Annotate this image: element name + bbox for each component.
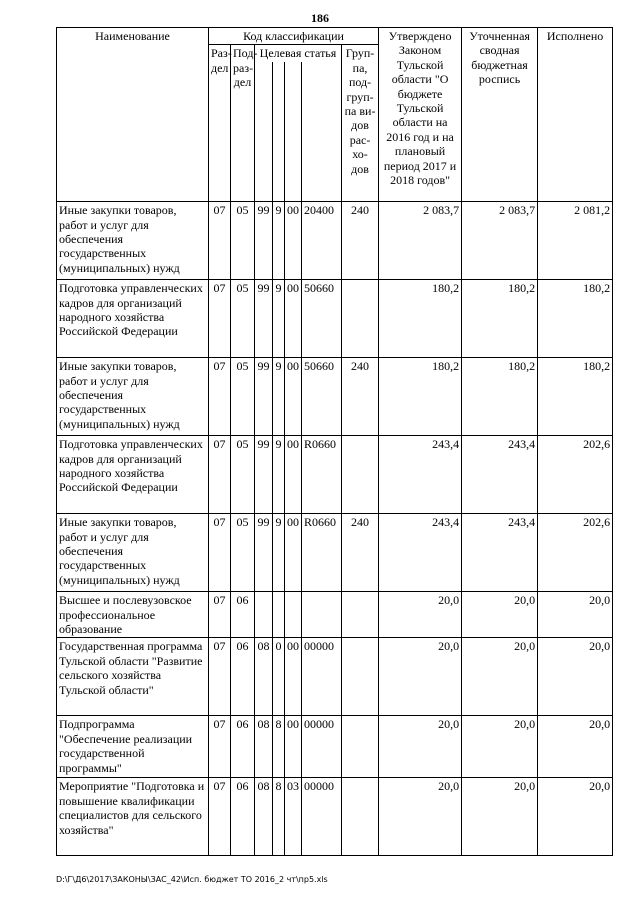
row-subsection: 05 xyxy=(231,358,255,436)
row-section: 07 xyxy=(209,514,231,592)
row-target-article-event: 00 xyxy=(285,202,302,280)
row-executed: 180,2 xyxy=(538,358,613,436)
row-name: Мероприятие "Подготовка и повышение квалификации специалистов для сельского хозяйства" xyxy=(57,778,209,856)
row-name: Подготовка управленческих кадров для организаций народного хозяйства Российской Федерации xyxy=(57,280,209,358)
page-number: 186 xyxy=(311,11,329,25)
col-header-expense-group: Груп- па, под- груп- па ви- дов рас- хо- дов xyxy=(342,45,379,202)
row-target-article-subprogram: 9 xyxy=(273,358,285,436)
row-expense-group: 240 xyxy=(342,514,379,592)
row-target-article-program: 99 xyxy=(255,202,273,280)
row-name: Подготовка управленческих кадров для организаций народного хозяйства Российской Федерации xyxy=(57,436,209,514)
row-section: 07 xyxy=(209,358,231,436)
table-row xyxy=(57,716,613,778)
row-expense-group xyxy=(342,280,379,358)
table-row xyxy=(57,592,613,638)
row-executed: 202,6 xyxy=(538,514,613,592)
col-header-executed: Исполнено xyxy=(538,28,613,202)
row-target-article-program: 99 xyxy=(255,436,273,514)
row-target-article-code: 00000 xyxy=(302,638,342,716)
row-section: 07 xyxy=(209,592,231,638)
row-target-article-program: 99 xyxy=(255,358,273,436)
row-executed: 180,2 xyxy=(538,280,613,358)
row-executed: 20,0 xyxy=(538,638,613,716)
row-target-article-event: 03 xyxy=(285,778,302,856)
row-section: 07 xyxy=(209,436,231,514)
row-approved: 20,0 xyxy=(379,638,462,716)
row-section: 07 xyxy=(209,778,231,856)
row-subsection: 06 xyxy=(231,592,255,638)
row-subsection: 05 xyxy=(231,514,255,592)
table-row xyxy=(57,358,613,436)
row-refined: 180,2 xyxy=(462,280,538,358)
row-refined: 20,0 xyxy=(462,638,538,716)
row-target-article-program: 08 xyxy=(255,778,273,856)
col-header-target-article: Целевая статья xyxy=(255,45,342,62)
row-target-article-subprogram xyxy=(273,592,285,638)
col-header-refined: Уточненная сводная бюджетная роспись xyxy=(462,28,538,202)
row-name: Иные закупки товаров, работ и услуг для обеспечения государственных (муниципальных) нужд xyxy=(57,514,209,592)
row-subsection: 06 xyxy=(231,638,255,716)
row-target-article-code: 50660 xyxy=(302,358,342,436)
row-executed: 2 081,2 xyxy=(538,202,613,280)
row-expense-group xyxy=(342,778,379,856)
row-target-article-event: 00 xyxy=(285,436,302,514)
row-refined: 180,2 xyxy=(462,358,538,436)
row-target-article-code: R0660 xyxy=(302,514,342,592)
row-executed: 20,0 xyxy=(538,716,613,778)
row-target-article-program: 99 xyxy=(255,280,273,358)
row-name: Государственная программа Тульской области "Развитие сельского хозяйства Тульской области" xyxy=(57,638,209,716)
row-target-article-program: 08 xyxy=(255,638,273,716)
row-refined: 243,4 xyxy=(462,436,538,514)
row-name: Иные закупки товаров, работ и услуг для обеспечения государственных (муниципальных) нужд xyxy=(57,358,209,436)
file-path-footer: D:\Г\Д6\2017\ЗАКОНЫ\ЗАС_42\Исп. бюджет ТО 2016_2 чт\пр5.xls xyxy=(56,875,328,884)
row-approved: 20,0 xyxy=(379,716,462,778)
row-target-article-code: 00000 xyxy=(302,778,342,856)
row-section: 07 xyxy=(209,280,231,358)
col-header-approved: Утверждено Законом Тульской области "О бюджете Тульской области на 2016 год и на плановый период 2017 и 2018 годов" xyxy=(379,28,462,202)
row-subsection: 05 xyxy=(231,436,255,514)
table-row xyxy=(57,280,613,358)
row-executed: 20,0 xyxy=(538,592,613,638)
row-section: 07 xyxy=(209,638,231,716)
row-refined: 243,4 xyxy=(462,514,538,592)
row-executed: 202,6 xyxy=(538,436,613,514)
row-target-article-code xyxy=(302,592,342,638)
table-row xyxy=(57,202,613,280)
row-expense-group: 240 xyxy=(342,202,379,280)
table-row xyxy=(57,514,613,592)
row-target-article-subprogram: 9 xyxy=(273,436,285,514)
row-target-article-event: 00 xyxy=(285,358,302,436)
row-section: 07 xyxy=(209,202,231,280)
row-target-article-event xyxy=(285,592,302,638)
row-target-article-event: 00 xyxy=(285,638,302,716)
budget-table xyxy=(56,27,613,856)
col-header-classification: Код классификации xyxy=(209,28,379,45)
row-target-article-subprogram: 9 xyxy=(273,514,285,592)
row-target-article-event: 00 xyxy=(285,716,302,778)
row-target-article-event: 00 xyxy=(285,514,302,592)
row-approved: 20,0 xyxy=(379,592,462,638)
row-subsection: 05 xyxy=(231,202,255,280)
row-approved: 243,4 xyxy=(379,436,462,514)
col-header-subsection: Под- раз- дел xyxy=(231,45,255,202)
row-expense-group xyxy=(342,436,379,514)
row-subsection: 05 xyxy=(231,280,255,358)
table-row xyxy=(57,436,613,514)
row-refined: 20,0 xyxy=(462,592,538,638)
row-expense-group xyxy=(342,716,379,778)
row-expense-group xyxy=(342,638,379,716)
table-row xyxy=(57,638,613,716)
row-expense-group: 240 xyxy=(342,358,379,436)
row-target-article-program: 99 xyxy=(255,514,273,592)
row-target-article-code: 50660 xyxy=(302,280,342,358)
row-subsection: 06 xyxy=(231,716,255,778)
row-executed: 20,0 xyxy=(538,778,613,856)
row-section: 07 xyxy=(209,716,231,778)
table-row xyxy=(57,778,613,856)
row-refined: 20,0 xyxy=(462,716,538,778)
row-target-article-program: 08 xyxy=(255,716,273,778)
row-approved: 243,4 xyxy=(379,514,462,592)
row-approved: 180,2 xyxy=(379,280,462,358)
row-target-article-code: R0660 xyxy=(302,436,342,514)
row-name: Подпрограмма "Обеспечение реализации государственной программы" xyxy=(57,716,209,778)
col-header-section: Раз- дел xyxy=(209,45,231,202)
row-expense-group xyxy=(342,592,379,638)
header-row-1 xyxy=(57,28,613,45)
row-target-article-program xyxy=(255,592,273,638)
row-name: Высшее и послевузовское профессиональное образование xyxy=(57,592,209,638)
row-target-article-subprogram: 8 xyxy=(273,778,285,856)
row-approved: 2 083,7 xyxy=(379,202,462,280)
row-refined: 20,0 xyxy=(462,778,538,856)
row-approved: 20,0 xyxy=(379,778,462,856)
row-target-article-subprogram: 9 xyxy=(273,280,285,358)
row-approved: 180,2 xyxy=(379,358,462,436)
row-target-article-subprogram: 0 xyxy=(273,638,285,716)
row-subsection: 06 xyxy=(231,778,255,856)
row-target-article-event: 00 xyxy=(285,280,302,358)
row-refined: 2 083,7 xyxy=(462,202,538,280)
row-target-article-subprogram: 8 xyxy=(273,716,285,778)
col-header-name: Наименование xyxy=(57,28,209,202)
row-target-article-code: 20400 xyxy=(302,202,342,280)
row-target-article-subprogram: 9 xyxy=(273,202,285,280)
row-target-article-code: 00000 xyxy=(302,716,342,778)
row-name: Иные закупки товаров, работ и услуг для обеспечения государственных (муниципальных) нужд xyxy=(57,202,209,280)
